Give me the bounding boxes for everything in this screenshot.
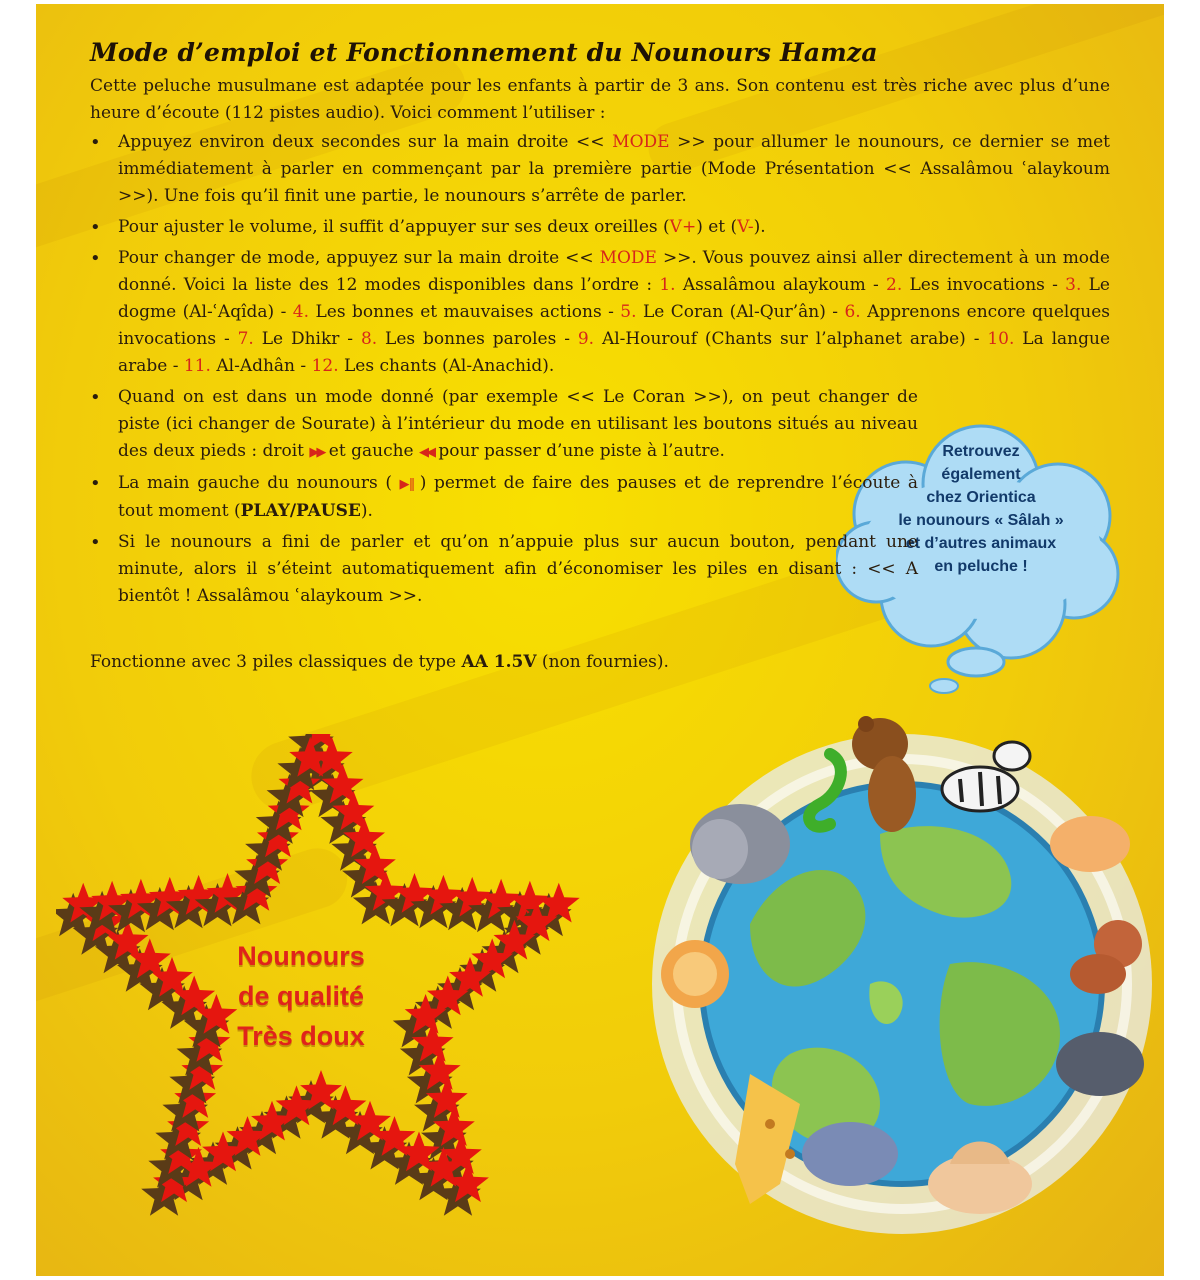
quality-line: Très doux [237, 1021, 365, 1051]
list-item: • Quand on est dans un mode donné (par exemple << Le Coran >>), on peut changer de piste (ici changer de Sourate) à l’intérieur du mode en utilisant les boutons situés au niveau des deux pieds : droit ▶▶ et gauche ◀◀ pour passer d’une piste à l’autre. [90, 384, 918, 466]
cloud-line: et d’autres animaux [905, 535, 1057, 552]
mode-name: Le Coran (Al-Qur’ân) - [636, 302, 845, 322]
rewind-icon: ◀◀ [419, 445, 434, 460]
list-item: • Appuyez environ deux secondes sur la main droite << MODE >> pour allumer le nounours, ce dernier se met immédiatement à parler en commençant par la première partie (Mode Présentation << Assalâmou ʿalaykoum >>). Une fois qu’il finit une partie, le nounours s’arrête de parler. [90, 129, 1110, 210]
mode-name: Les invocations - [902, 275, 1066, 295]
mode-name: Al-Hourouf (Chants sur l’alphanet arabe) - [594, 329, 988, 349]
intro-paragraph: Cette peluche musulmane est adaptée pour les enfants à partir de 3 ans. Son contenu est très riche avec plus d’une heure d’écoute (112 pistes audio). Voici comment l’utiliser : [90, 76, 1110, 123]
mode-number: 9. [577, 329, 595, 349]
mode-number: 12. [311, 356, 339, 376]
mode-number: 5. [620, 302, 637, 322]
cloud-line: également [941, 466, 1021, 483]
mode-label: MODE [612, 132, 670, 152]
list-item: • La main gauche du nounours ( ▶‖ ) permet de faire des pauses et de reprendre l’écoute à tout moment (PLAY/PAUSE). [90, 470, 918, 525]
list-item: • Pour ajuster le volume, il suffit d’appuyer sur ses deux oreilles (V+) et (V-). [90, 214, 1110, 241]
cloud-line: chez Orientica [926, 489, 1036, 506]
instruction-list [90, 129, 1110, 610]
volume-up-label: V+ [669, 217, 697, 237]
mode-number: 4. [292, 302, 310, 322]
mode-number: 7. [237, 329, 254, 349]
play-pause-icon: ▶‖ [399, 477, 413, 492]
mode-name: Le dogme (Al-ʿAqîda) - [118, 275, 1110, 322]
cloud-line: en peluche ! [934, 558, 1028, 575]
mode-name: Le Dhikr - [253, 329, 361, 349]
mode-name: Les chants (Al-Anachid). [338, 356, 555, 376]
instructions [90, 38, 1110, 672]
mode-name: Al-Adhân - [210, 356, 312, 376]
mode-number: 3. [1065, 275, 1082, 295]
mode-number: 6. [844, 302, 861, 322]
cloud-line: Retrouvez [942, 443, 1020, 460]
poster [36, 4, 1164, 1276]
mode-name: Les bonnes paroles - [377, 329, 578, 349]
globe-animals-illustration [640, 684, 1164, 1276]
mode-name: Assalâmou alaykoum - [675, 275, 887, 295]
mode-name: Apprenons encore quelques invocations - [118, 302, 1110, 349]
quality-line: Nounours [237, 941, 365, 971]
list-item: • Pour changer de mode, appuyez sur la main droite << MODE >>. Vous pouvez ainsi aller directement à un mode donné. Voici la liste des 12 modes disponibles dans l’ordre : 1. Assalâmou alaykoum - 2. Les invocations - 3. Le dogme (Al-ʿAqîda) - 4. Les bonnes et mauvaises actions - 5. Le Coran (Al-Qur’ân) - 6. Apprenons encore quelques invocations - 7. Le Dhikr - 8. Les bonnes paroles - 9. Al-Hourouf (Chants sur l’alphanet arabe) - 10. La langue arabe - 11. Al-Adhân - 12. Les chants (Al-Anachid). [90, 245, 1110, 380]
mode-number: 8. [360, 329, 378, 349]
mode-number: 1. [659, 275, 676, 295]
mode-number: 10. [987, 329, 1015, 349]
page-title: Mode d’emploi et Fonctionnement du Nounours Hamza [90, 38, 878, 67]
cloud-line: le nounours « Sâlah » [898, 512, 1064, 529]
play-pause-label: PLAY/PAUSE [240, 501, 361, 521]
mode-name: La langue arabe - [118, 329, 1111, 376]
battery-type: AA 1.5V [461, 652, 537, 672]
battery-note: Fonctionne avec 3 piles classiques de type AA 1.5V (non fournies). [90, 652, 669, 672]
mode-name: Les bonnes et mauvaises actions - [309, 302, 621, 322]
quality-line: de qualité [237, 981, 365, 1011]
mode-number: 11. [183, 356, 211, 376]
volume-down-label: V- [737, 217, 754, 237]
fast-forward-icon: ▶▶ [309, 445, 324, 460]
mode-label: MODE [599, 248, 657, 268]
mode-number: 2. [886, 275, 903, 295]
list-item: • Si le nounours a fini de parler et qu’on n’appuie plus sur aucun bouton, pendant une minute, alors il s’éteint automatiquement afin d’économiser les piles en disant : << A bientôt ! Assalâmou ʿalaykoum >>. [90, 529, 918, 610]
quality-badge-text [206, 936, 396, 1056]
